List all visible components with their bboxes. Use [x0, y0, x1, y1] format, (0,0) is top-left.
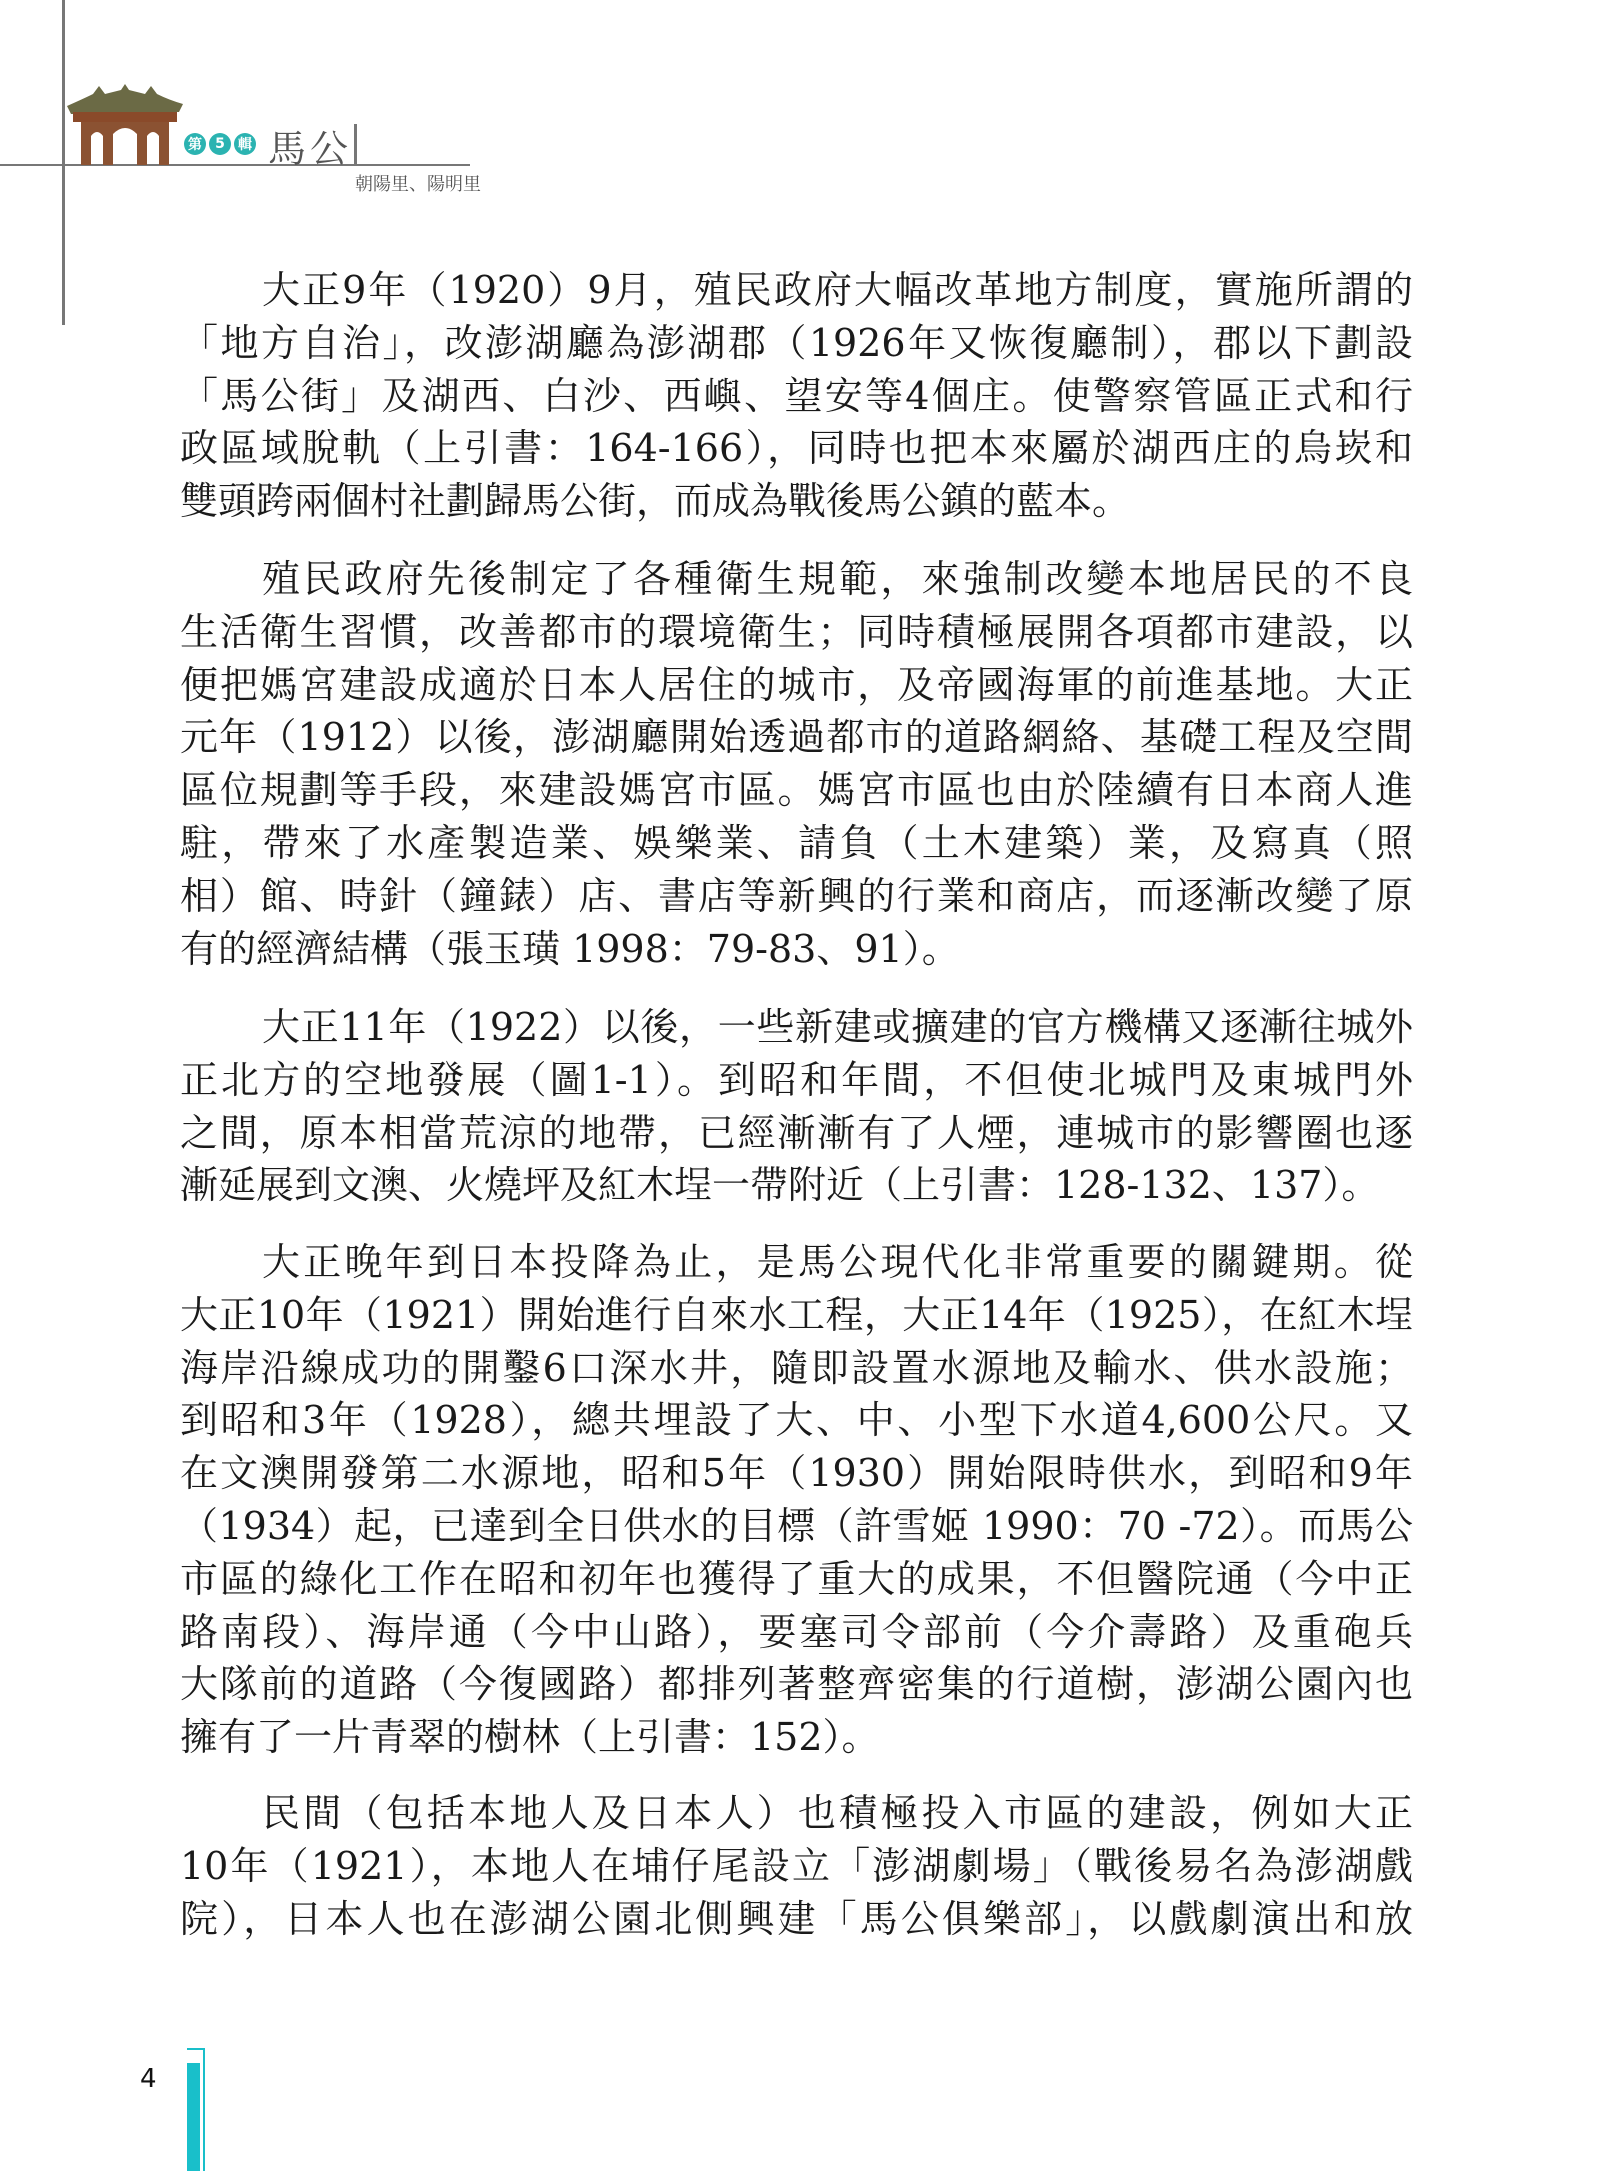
text-line: 駐，帶來了水產製造業、娛樂業、請負（土木建築）業，及寫真（照	[180, 820, 1413, 865]
text-line: 大正10年（1921）開始進行自來水工程，大正14年（1925），在紅木埕	[180, 1292, 1413, 1337]
text-line: 大正9年（1920）9月，殖民政府大幅改革地方制度，實施所謂的	[262, 268, 1413, 312]
text-line: 海岸沿線成功的開鑿6口深水井，隨即設置水源地及輸水、供水設施；	[180, 1345, 1413, 1390]
text-line: 正北方的空地發展（圖1-1）。到昭和年間，不但使北城門及東城門外	[180, 1057, 1413, 1102]
text-line: 民間（包括本地人及日本人）也積極投入市區的建設，例如大正	[262, 1791, 1413, 1835]
text-line: 便把媽宮建設成適於日本人居住的城市，及帝國海軍的前進基地。大正	[180, 662, 1413, 707]
text-line: 生活衛生習慣，改善都市的環境衛生；同時積極展開各項都市建設，以	[180, 609, 1413, 654]
text-line: 雙頭跨兩個村社劃歸馬公街，而成為戰後馬公鎮的藍本。	[180, 479, 1131, 524]
text-line: 「馬公街」及湖西、白沙、西嶼、望安等4個庄。使警察管區正式和行	[180, 373, 1413, 418]
text-line: 到昭和3年（1928），總共埋設了大、中、小型下水道4,600公尺。又	[180, 1398, 1413, 1443]
chapter-subtitle: 朝陽里、陽明里	[355, 174, 481, 195]
paragraph	[180, 553, 1413, 975]
badge-char: 輯	[234, 133, 256, 155]
series-title: 馬公	[268, 127, 353, 171]
paragraph	[180, 1787, 1413, 1945]
text-line: 「地方自治」，改澎湖廳為澎湖郡（1926年又恢復廳制），郡以下劃設	[180, 320, 1413, 365]
text-line: 相）館、時針（鐘錶）店、書店等新興的行業和商店，而逐漸改變了原	[180, 873, 1413, 918]
paragraph	[180, 1001, 1413, 1212]
paragraph	[180, 264, 1413, 528]
paragraph	[180, 1236, 1413, 1764]
badge-char: 第	[184, 133, 206, 155]
title-divider	[354, 124, 357, 165]
text-line: 殖民政府先後制定了各種衛生規範，來強制改變本地居民的不良	[262, 557, 1413, 601]
text-line: 擁有了一片青翠的樹林（上引書：152）。	[180, 1715, 880, 1760]
text-line: 大正11年（1922）以後，一些新建或擴建的官方機構又逐漸往城外	[262, 1005, 1413, 1049]
text-line: 10年（1921），本地人在埔仔尾設立「澎湖劇場」（戰後易名為澎湖戲	[180, 1843, 1413, 1888]
page-number: 4	[140, 2064, 157, 2094]
text-line: 有的經濟結構（張玉璜 1998：79-83、91）。	[180, 926, 960, 971]
text-line: 之間，原本相當荒涼的地帶，已經漸漸有了人煙，連城市的影響圈也逐	[180, 1110, 1413, 1155]
text-line: 院），日本人也在澎湖公園北側興建「馬公俱樂部」，以戲劇演出和放	[180, 1896, 1413, 1941]
text-line: 大正晚年到日本投降為止，是馬公現代化非常重要的關鍵期。從	[262, 1240, 1413, 1284]
pavilion-gate-icon	[65, 84, 185, 165]
badge-number: 5	[209, 133, 231, 155]
text-line: （1934）起，已達到全日供水的目標（許雪姬 1990：70 -72）。而馬公	[180, 1503, 1413, 1548]
text-line: 大隊前的道路（今復國路）都排列著整齊密集的行道樹，澎湖公園內也	[180, 1662, 1413, 1707]
text-line: 在文澳開發第二水源地，昭和5年（1930）開始限時供水，到昭和9年	[180, 1451, 1413, 1496]
text-line: 漸延展到文澳、火燒坪及紅木埕一帶附近（上引書：128-132、137）。	[180, 1163, 1380, 1208]
page-tab-bar	[187, 2063, 200, 2171]
text-line: 市區的綠化工作在昭和初年也獲得了重大的成果，不但醫院通（今中正	[180, 1556, 1413, 1601]
volume-badge	[184, 133, 256, 155]
text-line: 元年（1912）以後，澎湖廳開始透過都市的道路網絡、基礎工程及空間	[180, 715, 1413, 760]
text-line: 區位規劃等手段，來建設媽宮市區。媽宮市區也由於陸續有日本商人進	[180, 768, 1413, 813]
text-line: 政區域脫軌（上引書：164-166），同時也把本來屬於湖西庄的烏崁和	[180, 426, 1413, 471]
text-line: 路南段）、海岸通（今中山路），要塞司令部前（今介壽路）及重砲兵	[180, 1609, 1413, 1654]
